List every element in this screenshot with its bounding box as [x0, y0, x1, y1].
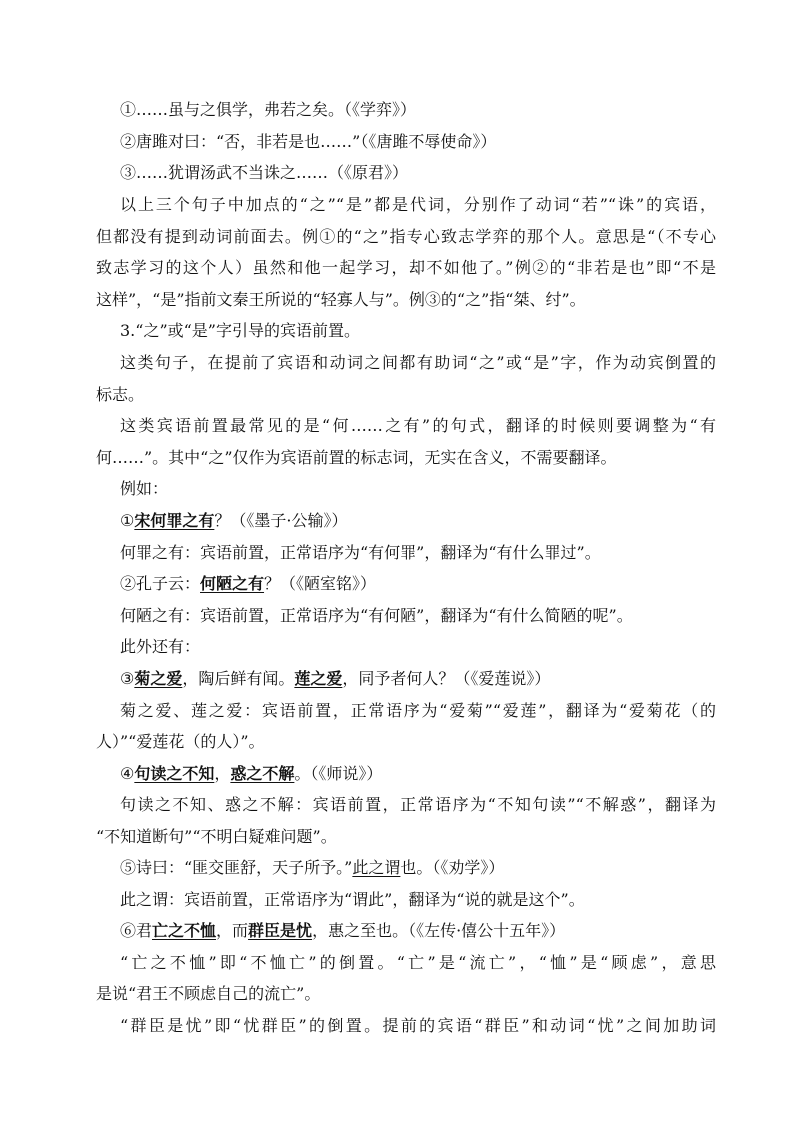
emphasized-phrase: 菊之爱 [134, 669, 183, 688]
example-3 [120, 669, 716, 689]
text-line: “不知道断句”“不明白疑难问题”。 [96, 827, 337, 846]
example-source: ，惠之至也。（《左传·僖公十五年》） [312, 921, 566, 940]
text-line: 人）”“爱莲花（的人）”。 [96, 732, 265, 751]
emphasized-phrase: 句读之不知 [134, 764, 215, 783]
text-line: ①……虽与之俱学，弗若之矣。（《学弈》） [120, 100, 417, 119]
example-6 [120, 921, 716, 941]
example-number: ① [120, 511, 135, 530]
section-heading: 3.“之”或“是”字引导的宾语前置。 [120, 321, 360, 340]
text-line: 菊之爱、莲之爱：宾语前置，正常语序为“爱菊”“爱莲”，翻译为“爱菊花（的 [120, 701, 716, 720]
emphasized-phrase: 惑之不解 [230, 764, 295, 783]
example-number: ④ [120, 764, 135, 783]
example-text: ，而 [216, 921, 249, 940]
text-line: 例如： [120, 479, 169, 498]
text-line: 此之谓：宾语前置，正常语序为“谓此”，翻译为“说的就是这个”。 [120, 890, 585, 909]
example-2 [120, 574, 716, 594]
example-text: ⑥君 [120, 921, 153, 940]
example-text: ②孔子云： [120, 574, 201, 593]
example-source: ？（《墨子·公输》） [214, 511, 348, 530]
text-line: 这类句子，在提前了宾语和动词之间都有助词“之”或“是”字，作为动宾倒置的 [120, 353, 716, 372]
text-line: 此外还有： [120, 637, 201, 656]
example-1 [120, 511, 716, 531]
text-line: 何罪之有：宾语前置，正常语序为“有何罪”，翻译为“有什么罪过”。 [120, 543, 601, 562]
text-line: 何陋之有：宾语前置，正常语序为“有何陋”，翻译为“有什么简陋的呢”。 [120, 606, 633, 625]
emphasized-phrase: 何陋之有 [200, 574, 265, 593]
example-5 [120, 858, 716, 878]
text-line: 是说“君王不顾虑自己的流亡”。 [96, 984, 321, 1003]
example-text: ⑤诗曰：“匪交匪舒，天子所予。” [120, 858, 353, 877]
text-line: 这样”，“是”指前文秦王所说的“轻寡人与”。例③的“之”指“桀、纣”。 [96, 290, 586, 309]
text-line: ②唐雎对曰：“否，非若是也……”（《唐雎不辱使命》） [120, 132, 497, 151]
text-line: 致志学习的这个人）虽然和他一起学习，却不如他了。”例②的“非若是也”即“不是 [96, 258, 716, 277]
text-line: 标志。 [96, 385, 145, 404]
example-text: ， [214, 764, 231, 783]
example-text: ，陶后鲜有闻。 [182, 669, 295, 688]
emphasized-phrase: 宋何罪之有 [134, 511, 215, 530]
text-line: 但都没有提到动词前面去。例①的“之”指专心致志学弈的那个人。意思是“（不专心 [96, 227, 716, 246]
text-line: “群臣是忧”即“忧群臣”的倒置。提前的宾语“群臣”和动词“忧”之间加助词 [120, 1016, 716, 1035]
example-4 [120, 764, 716, 784]
text-line: ③……犹谓汤武不当诛之……（《原君》） [120, 163, 409, 182]
emphasized-phrase: 莲之爱 [294, 669, 343, 688]
emphasized-phrase: 此之谓 [352, 858, 401, 877]
text-line: 以上三个句子中加点的“之”“是”都是代词，分别作了动词“若”“诛”的宾语， [120, 195, 716, 214]
example-source: ，同予者何人？（《爱莲说》） [342, 669, 551, 688]
text-line: 句读之不知、惑之不解：宾语前置，正常语序为“不知句读”“不解惑”，翻译为 [120, 795, 716, 814]
example-source: 也。（《劝学》） [400, 858, 505, 877]
emphasized-phrase: 群臣是忧 [248, 921, 313, 940]
text-line: “亡之不恤”即“不恤亡”的倒置。“亡”是“流亡”，“恤”是“顾虑”，意思 [120, 953, 716, 972]
text-line: 何……”。其中“之”仅作为宾语前置的标志词，无实在含义，不需要翻译。 [96, 448, 617, 467]
text-line: 这类宾语前置最常见的是“何……之有”的句式，翻译的时候则要调整为“有 [120, 416, 716, 435]
example-source: 。（《师说》） [294, 764, 383, 783]
emphasized-phrase: 亡之不恤 [152, 921, 217, 940]
example-number: ③ [120, 669, 135, 688]
example-source: ？（《陋室铭》） [264, 574, 377, 593]
